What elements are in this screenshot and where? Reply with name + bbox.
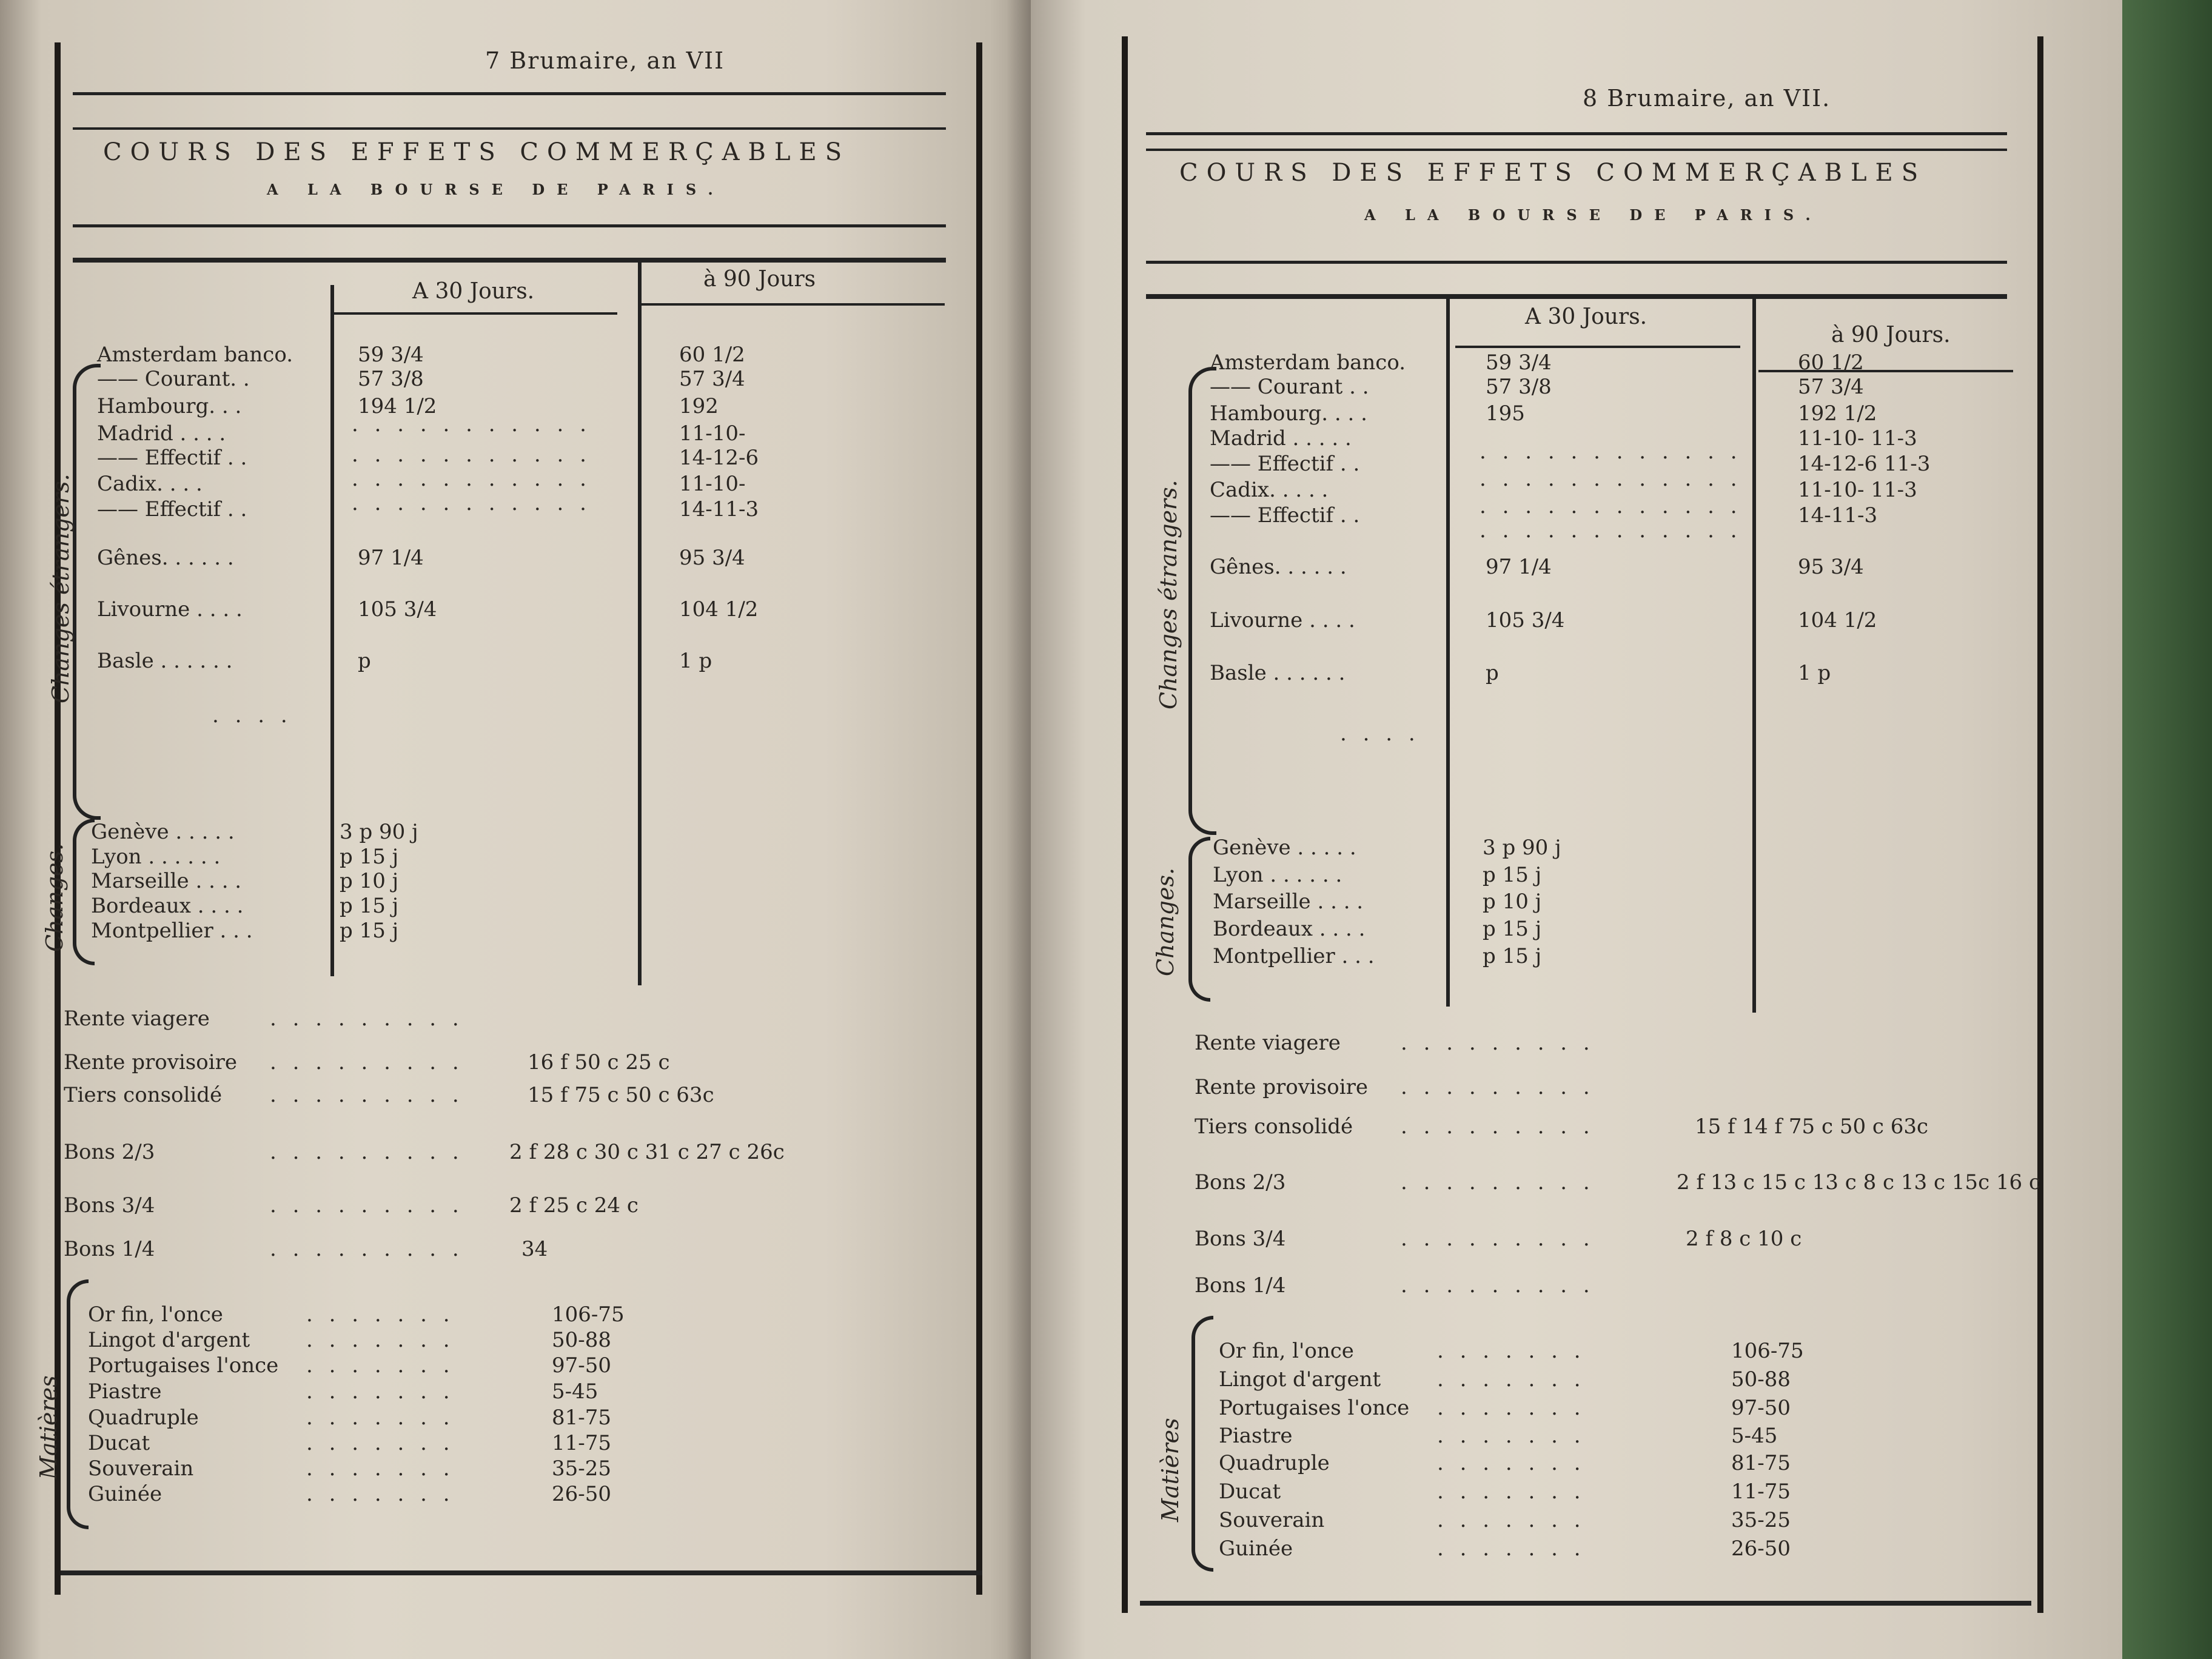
row-label: Guinée	[1219, 1537, 1293, 1561]
col-header-30: A 30 Jours.	[1525, 304, 1647, 329]
row-label: Amsterdam banco.	[97, 343, 293, 367]
rate-90-days: 11-10-	[679, 421, 746, 446]
price-value: 50-88	[1731, 1367, 1791, 1392]
price-value: 50-88	[552, 1328, 612, 1352]
rente-value: 16 f 50 c 25 c	[528, 1050, 670, 1074]
table-title: COURS DES EFFETS COMMERÇABLES	[103, 138, 851, 166]
group-label-matieres: Matières	[1157, 1418, 1184, 1522]
dot-leader: . . . . . . .	[1437, 1480, 1586, 1504]
price-value: 106-75	[552, 1302, 625, 1327]
table-title: COURS DES EFFETS COMMERÇABLES	[1179, 159, 1927, 187]
empty-row-leader: . . . . . . . . . . . .	[1480, 518, 1742, 543]
price-value: 35-25	[552, 1456, 612, 1481]
column-divider	[1752, 297, 1756, 1013]
empty-row-leader: . . . . . . . . . . .	[352, 412, 591, 437]
group-label-changes-etrangers: Changes étrangers.	[1155, 480, 1182, 709]
dot-leader: . . . . . . .	[1437, 1367, 1586, 1392]
rente-label: Bons 2/3	[1195, 1170, 1286, 1195]
group-brace	[67, 1279, 89, 1529]
dot-leader: . . . . . . .	[1437, 1537, 1586, 1561]
price-value: 11-75	[552, 1431, 612, 1455]
col-header-90: à 90 Jours	[703, 267, 816, 292]
row-label: Hambourg. . . .	[1210, 401, 1367, 426]
rate-value: p 15 j	[340, 845, 399, 869]
rente-label: Rente provisoire	[64, 1050, 237, 1074]
page-date: 7 Brumaire, an VII	[485, 47, 725, 74]
column-divider	[1446, 297, 1450, 1007]
rate-90-days: 14-12-6	[679, 446, 759, 470]
rente-value: 15 f 14 f 75 c 50 c 63c	[1695, 1114, 1929, 1139]
rate-90-days: 192 1/2	[1798, 401, 1877, 426]
rate-90-days: 1 p	[1798, 661, 1831, 685]
row-label: Portugaises l'once	[1219, 1396, 1410, 1420]
row-label: Piastre	[1219, 1424, 1293, 1448]
header-rule	[73, 258, 946, 263]
row-label: Gênes. . . . . .	[97, 546, 234, 570]
empty-row-leader: . . . . . . . . . . . .	[1480, 440, 1742, 464]
rate-30-days: 194 1/2	[358, 394, 437, 418]
row-label: Piastre	[88, 1379, 162, 1404]
rate-90-days: 95 3/4	[1798, 555, 1864, 579]
rate-30-days: 105 3/4	[358, 597, 437, 622]
dot-leader: . . . . . . .	[306, 1302, 455, 1327]
dot-leader: . . . . . . . . .	[270, 1083, 464, 1107]
dot-leader: . . . . . . . . .	[270, 1193, 464, 1218]
row-label: —— Courant . .	[1210, 375, 1369, 399]
dot-leader: . . . . . . . . .	[270, 1140, 464, 1164]
row-label: Basle . . . . . .	[1210, 661, 1346, 685]
rente-value: 2 f 28 c 30 c 31 c 27 c 26c	[509, 1140, 785, 1164]
row-label: Or fin, l'once	[88, 1302, 223, 1327]
price-value: 26-50	[1731, 1537, 1791, 1561]
row-label: —— Effectif . .	[97, 497, 247, 521]
row-label: Souverain	[1219, 1508, 1325, 1532]
footer-rule	[1140, 1601, 2031, 1606]
column-divider	[330, 285, 334, 976]
rate-30-days: 195	[1486, 401, 1525, 426]
empty-row-leader: . . . . . . . . . . .	[352, 491, 591, 515]
dot-leader: . . . . . . . . .	[1401, 1075, 1595, 1099]
rate-90-days: 104 1/2	[1798, 608, 1877, 632]
dot-leader: . . . . . . .	[306, 1406, 455, 1430]
dot-leader: . . . . . . .	[306, 1379, 455, 1404]
rate-value: p 15 j	[1483, 944, 1542, 968]
row-label: Souverain	[88, 1456, 194, 1481]
rente-label: Bons 2/3	[64, 1140, 155, 1164]
rente-label: Tiers consolidé	[1195, 1114, 1353, 1139]
group-label-matieres: Matières	[35, 1375, 62, 1480]
row-label: Ducat	[88, 1431, 150, 1455]
header-rule	[1146, 149, 2007, 151]
dot-leader: . . . . . . .	[306, 1431, 455, 1455]
dot-leader: . . . . . . .	[1437, 1451, 1586, 1475]
rate-30-days: p	[1486, 661, 1499, 685]
row-label: Lyon . . . . . .	[1213, 863, 1342, 887]
row-label: —— Effectif . .	[1210, 503, 1360, 528]
row-label: Amsterdam banco.	[1210, 350, 1406, 375]
header-rule	[1146, 261, 2007, 264]
col-header-rule	[1758, 370, 2013, 372]
rate-30-days: p	[358, 649, 371, 673]
rente-label: Bons 3/4	[1195, 1227, 1286, 1251]
price-value: 97-50	[1731, 1396, 1791, 1420]
rente-label: Bons 1/4	[64, 1237, 155, 1261]
empty-row-leader: . . . .	[1340, 722, 1420, 746]
dot-leader: . . . . . . . . .	[1401, 1227, 1595, 1251]
rate-value: p 15 j	[1483, 917, 1542, 941]
empty-row-leader: . . . . . . . . . . .	[352, 443, 591, 467]
empty-row-leader: . . . . . . . . . . . .	[1480, 467, 1742, 491]
row-label: —— Courant. .	[97, 367, 250, 391]
group-brace	[1188, 837, 1210, 1002]
rate-90-days: 11-10- 11-3	[1798, 478, 1917, 502]
row-label: Lyon . . . . . .	[91, 845, 221, 869]
empty-row-leader: . . . . . . . . . . .	[352, 467, 591, 491]
col-header-rule	[642, 303, 945, 306]
dot-leader: . . . . . . . . .	[1401, 1031, 1595, 1055]
row-label: Quadruple	[88, 1406, 199, 1430]
rente-label: Bons 3/4	[64, 1193, 155, 1218]
rente-value: 2 f 8 c 10 c	[1686, 1227, 1802, 1251]
price-value: 106-75	[1731, 1339, 1804, 1363]
price-value: 35-25	[1731, 1508, 1791, 1532]
price-value: 5-45	[1731, 1424, 1778, 1448]
rate-value: p 15 j	[340, 919, 399, 943]
row-label: Bordeaux . . . .	[91, 894, 244, 918]
dot-leader: . . . . . . . . .	[270, 1007, 464, 1031]
dot-leader: . . . . . . .	[306, 1328, 455, 1352]
row-label: Or fin, l'once	[1219, 1339, 1354, 1363]
row-label: Montpellier . . .	[91, 919, 253, 943]
rate-value: 3 p 90 j	[1483, 836, 1561, 860]
table-subtitle: A LA BOURSE DE PARIS.	[1364, 206, 1823, 224]
dot-leader: . . . . . . .	[306, 1353, 455, 1378]
group-label-changes: Changes.	[1152, 867, 1179, 976]
dot-leader: . . . . . . .	[1437, 1508, 1586, 1532]
row-label: —— Effectif . .	[1210, 452, 1360, 476]
rate-90-days: 104 1/2	[679, 597, 759, 622]
row-label: Basle . . . . . .	[97, 649, 233, 673]
header-rule	[1146, 294, 2007, 299]
rate-90-days: 95 3/4	[679, 546, 745, 570]
book-cover-edge	[2121, 0, 2212, 1659]
row-label: Bordeaux . . . .	[1213, 917, 1366, 941]
rate-value: p 10 j	[340, 869, 399, 893]
group-label-changes-etrangers: Changes étrangers.	[47, 474, 74, 703]
header-rule	[73, 224, 946, 227]
header-rule	[73, 127, 946, 130]
rate-90-days: 14-12-6 11-3	[1798, 452, 1931, 476]
dot-leader: . . . . . . . . .	[270, 1050, 464, 1074]
column-divider	[638, 258, 642, 985]
row-label: Gênes. . . . . .	[1210, 555, 1347, 579]
rente-value: 34	[521, 1237, 548, 1261]
row-label: Madrid . . . . .	[1210, 426, 1352, 451]
row-label: Genève . . . . .	[1213, 836, 1356, 860]
row-label: Livourne . . . .	[1210, 608, 1355, 632]
price-value: 26-50	[552, 1482, 612, 1506]
row-label: Livourne . . . .	[97, 597, 243, 622]
empty-row-leader: . . . .	[212, 703, 292, 728]
rate-90-days: 14-11-3	[1798, 503, 1878, 528]
rate-90-days: 57 3/4	[679, 367, 745, 391]
row-label: Lingot d'argent	[88, 1328, 250, 1352]
row-label: Montpellier . . .	[1213, 944, 1375, 968]
price-value: 97-50	[552, 1353, 612, 1378]
dot-leader: . . . . . . . . .	[270, 1237, 464, 1261]
dot-leader: . . . . . . . . .	[1401, 1114, 1595, 1139]
rate-90-days: 14-11-3	[679, 497, 759, 521]
dot-leader: . . . . . . .	[306, 1482, 455, 1506]
rente-value: 2 f 13 c 15 c 13 c 8 c 13 c 15c 16 c	[1677, 1170, 2041, 1195]
rente-value: 15 f 75 c 50 c 63c	[528, 1083, 714, 1107]
row-label: Ducat	[1219, 1480, 1281, 1504]
rate-90-days: 1 p	[679, 649, 712, 673]
group-label-changes: Changes.	[41, 843, 68, 952]
rate-value: 3 p 90 j	[340, 820, 418, 844]
footer-rule	[61, 1570, 982, 1575]
row-label: Cadix. . . . .	[1210, 478, 1329, 502]
rente-label: Bons 1/4	[1195, 1273, 1286, 1298]
row-label: Marseille . . . .	[1213, 890, 1364, 914]
rate-90-days: 11-10- 11-3	[1798, 426, 1917, 451]
dot-leader: . . . . . . .	[1437, 1424, 1586, 1448]
rate-30-days: 57 3/8	[1486, 375, 1552, 399]
rente-label: Rente viagere	[64, 1007, 210, 1031]
rate-90-days: 60 1/2	[1798, 350, 1864, 375]
rate-30-days: 97 1/4	[1486, 555, 1552, 579]
row-label: Quadruple	[1219, 1451, 1330, 1475]
header-rule	[1146, 132, 2007, 135]
empty-row-leader: . . . . . . . . . . . .	[1480, 494, 1742, 518]
rate-90-days: 192	[679, 394, 719, 418]
row-label: Cadix. . . .	[97, 472, 203, 496]
rente-label: Tiers consolidé	[64, 1083, 223, 1107]
rate-30-days: 105 3/4	[1486, 608, 1565, 632]
rate-value: p 10 j	[1483, 890, 1542, 914]
rente-label: Rente provisoire	[1195, 1075, 1368, 1099]
col-header-rule	[1455, 346, 1740, 348]
row-label: Lingot d'argent	[1219, 1367, 1381, 1392]
right-page	[1031, 0, 2122, 1659]
row-label: Madrid . . . .	[97, 421, 226, 446]
rate-90-days: 11-10-	[679, 472, 746, 496]
row-label: Portugaises l'once	[88, 1353, 279, 1378]
rate-value: p 15 j	[340, 894, 399, 918]
rate-30-days: 59 3/4	[1486, 350, 1552, 375]
page-date: 8 Brumaire, an VII.	[1583, 85, 1831, 112]
left-page	[0, 0, 1031, 1659]
header-rule	[73, 92, 946, 95]
col-header-rule	[332, 312, 617, 315]
dot-leader: . . . . . . .	[1437, 1396, 1586, 1420]
rate-value: p 15 j	[1483, 863, 1542, 887]
rente-label: Rente viagere	[1195, 1031, 1341, 1055]
price-value: 5-45	[552, 1379, 598, 1404]
rate-90-days: 57 3/4	[1798, 375, 1864, 399]
rate-30-days: 97 1/4	[358, 546, 424, 570]
rente-value: 2 f 25 c 24 c	[509, 1193, 638, 1218]
col-header-90: à 90 Jours.	[1831, 323, 1951, 347]
price-value: 81-75	[552, 1406, 612, 1430]
dot-leader: . . . . . . .	[306, 1456, 455, 1481]
rate-90-days: 60 1/2	[679, 343, 745, 367]
rate-30-days: 59 3/4	[358, 343, 424, 367]
table-subtitle: A LA BOURSE DE PARIS.	[267, 181, 725, 198]
price-value: 11-75	[1731, 1480, 1791, 1504]
price-value: 81-75	[1731, 1451, 1791, 1475]
row-label: Marseille . . . .	[91, 869, 242, 893]
row-label: Guinée	[88, 1482, 163, 1506]
rate-30-days: 57 3/8	[358, 367, 424, 391]
col-header-30: A 30 Jours.	[412, 279, 535, 304]
group-brace	[1191, 1316, 1213, 1572]
dot-leader: . . . . . . . . .	[1401, 1170, 1595, 1195]
row-label: —— Effectif . .	[97, 446, 247, 470]
dot-leader: . . . . . . .	[1437, 1339, 1586, 1363]
row-label: Hambourg. . .	[97, 394, 242, 418]
dot-leader: . . . . . . . . .	[1401, 1273, 1595, 1298]
row-label: Genève . . . . .	[91, 820, 235, 844]
